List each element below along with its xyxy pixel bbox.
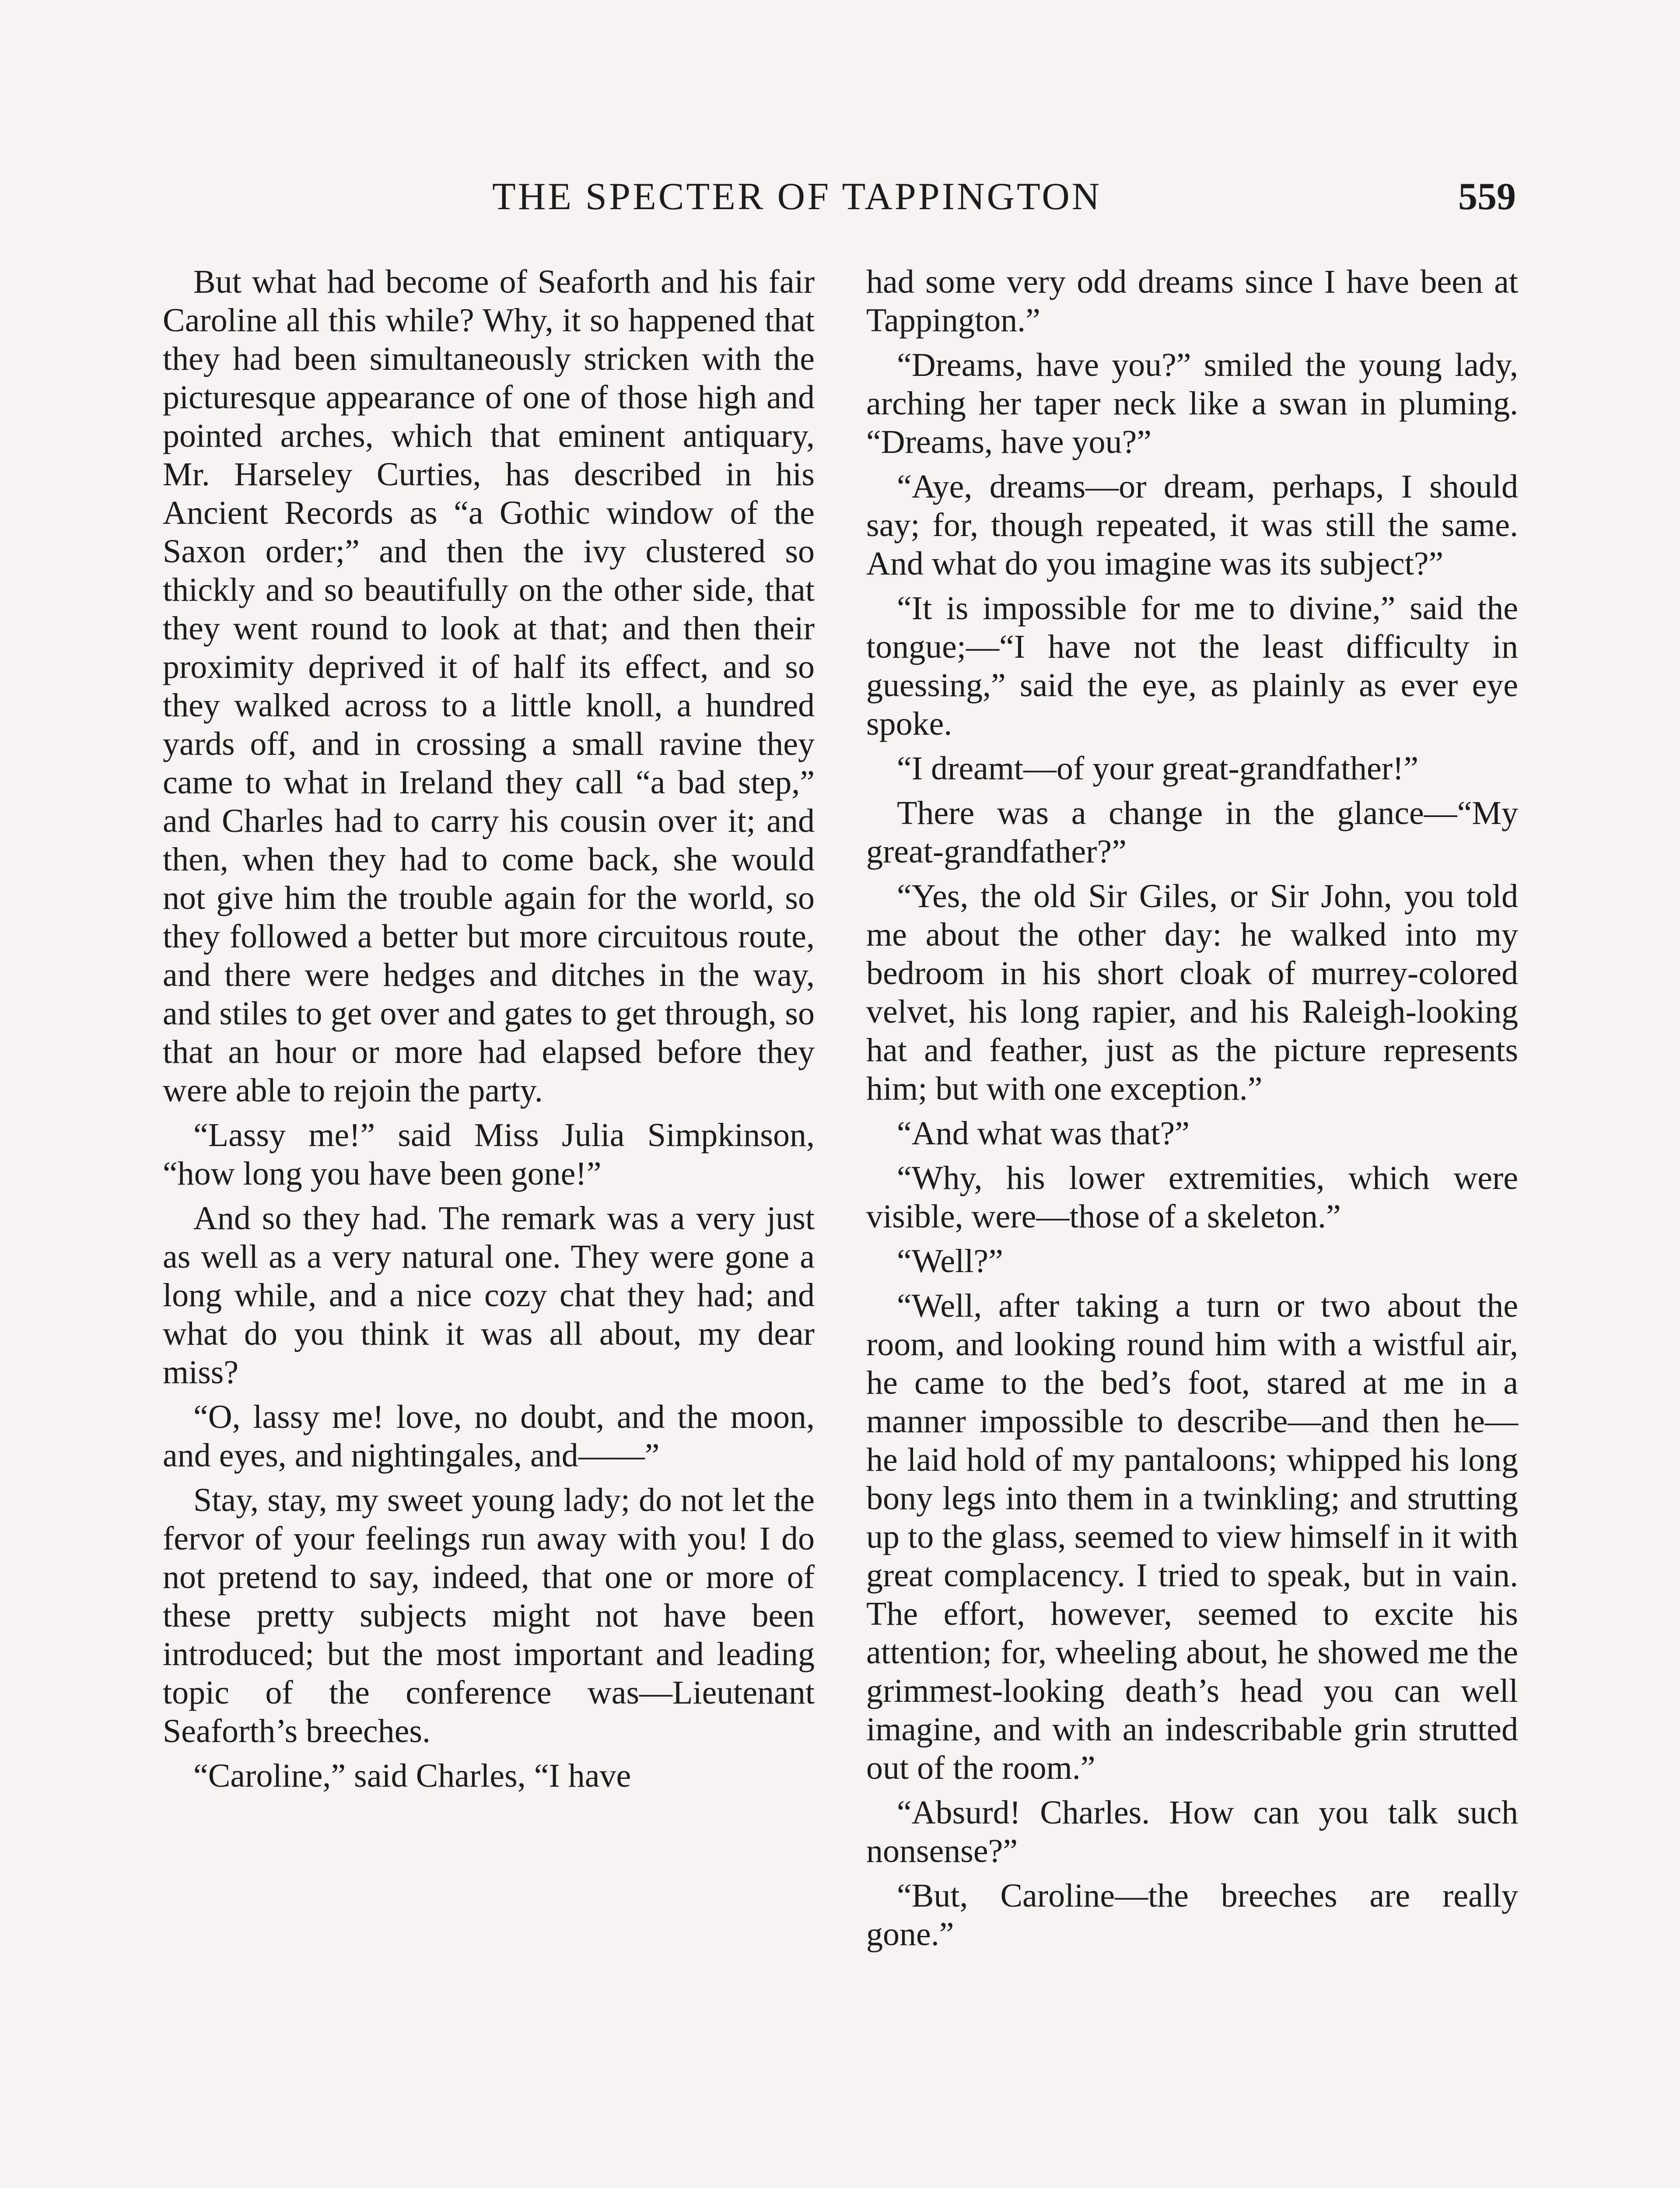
paragraph: “Why, his lower extremities, which were visible, were—those of a skeleton.” xyxy=(866,1160,1518,1235)
paragraph: “And what was that?” xyxy=(897,1115,1190,1152)
paragraph: “O, lassy me! love, no doubt, and the moon, and eyes, and nightingales, and——” xyxy=(163,1399,815,1474)
paragraph: “Well, after taking a turn or two about the room, and looking round him with a wistful air, he came to the bed’s foot, stared at me in a manner impossible to describe—and then he—he laid hold of my pantaloons; whipped his long bony legs into them in a twinkling; and strutting up to the glass, seemed to view himself in it with great complacency. I tried to speak, but in vain. The effort, however, seemed to excite his attention; for, wheeling about, he showed me the grimmest-looking death’s head you can well imagine, and with an indescribable grin strutted out of the room.” xyxy=(866,1287,1518,1786)
paragraph: “Well?” xyxy=(897,1243,1003,1280)
paragraph: “Absurd! Charles. How can you talk such nonsense?” xyxy=(866,1794,1518,1869)
paragraph: There was a change in the glance—“My great-grandfather?” xyxy=(866,795,1518,870)
paragraph: “Lassy me!” said Miss Julia Simpkinson, “how long you have been gone!” xyxy=(163,1117,815,1192)
paragraph: “Aye, dreams—or dream, perhaps, I should say; for, though repeated, it was still the same. And what do you imagine was its subject?” xyxy=(866,468,1518,582)
paragraph: But what had become of Seaforth and his fair Caroline all this while? Why, it so happened that they had been simultaneously stricken with the picturesque appearance of one of those high and pointed arches, which that eminent antiquary, Mr. Harseley Curties, has described in his Ancient Records as “a Gothic window of the Saxon order;” and then the ivy clustered so thickly and so beautifully on the other side, that they went round to look at that; and then their proximity deprived it of half its effect, and so they walked across to a little knoll, a hundred yards off, and in crossing a small ravine they came to what in Ireland they call “a bad step,” and Charles had to carry his cousin over it; and then, when they had to come back, she would not give him the trouble again for the world, so they followed a better but more circuitous route, and there were hedges and ditches in the way, and stiles to get over and gates to get through, so that an hour or more had elapsed before they were able to rejoin the party. xyxy=(163,263,815,1109)
page-header xyxy=(0,173,1680,221)
page-number: 559 xyxy=(1458,175,1516,218)
paragraph: “But, Caroline—the breeches are really gone.” xyxy=(866,1877,1518,1953)
paragraph: “Caroline,” said Charles, “I have xyxy=(193,1757,631,1794)
paragraph-continued: had some very odd dreams since I have been at Tappington.” xyxy=(866,263,1518,339)
paragraph: “It is impossible for me to divine,” said the tongue;—“I have not the least difficulty in guessing,” said the eye, as plainly as ever eye spoke. xyxy=(866,590,1518,742)
paragraph: “I dreamt—of your great-grandfather!” xyxy=(897,750,1419,787)
paragraph: “Dreams, have you?” smiled the young lady, arching her taper neck like a swan in pluming. “Dreams, have you?” xyxy=(866,347,1518,460)
running-title: THE SPECTER OF TAPPINGTON xyxy=(492,175,1102,218)
paragraph: “Yes, the old Sir Giles, or Sir John, you told me about the other day: he walked into my bedroom in his short cloak of murrey-colored velvet, his long rapier, and his Raleigh-looking hat and feather, just as the picture represents him; but with one exception.” xyxy=(866,878,1518,1107)
paragraph: Stay, stay, my sweet young lady; do not let the fervor of your feelings run away with you! I do not pretend to say, indeed, that one or more of these pretty subjects might not have been introduced; but the most important and leading topic of the conference was—Lieutenant Seaforth’s breeches. xyxy=(163,1482,815,1750)
paragraph: And so they had. The remark was a very just as well as a very natural one. They were gone a long while, and a nice cozy chat they had; and what do you think it was all about, my dear miss? xyxy=(163,1200,815,1391)
left-column xyxy=(163,263,815,1801)
right-column xyxy=(866,263,1518,1960)
